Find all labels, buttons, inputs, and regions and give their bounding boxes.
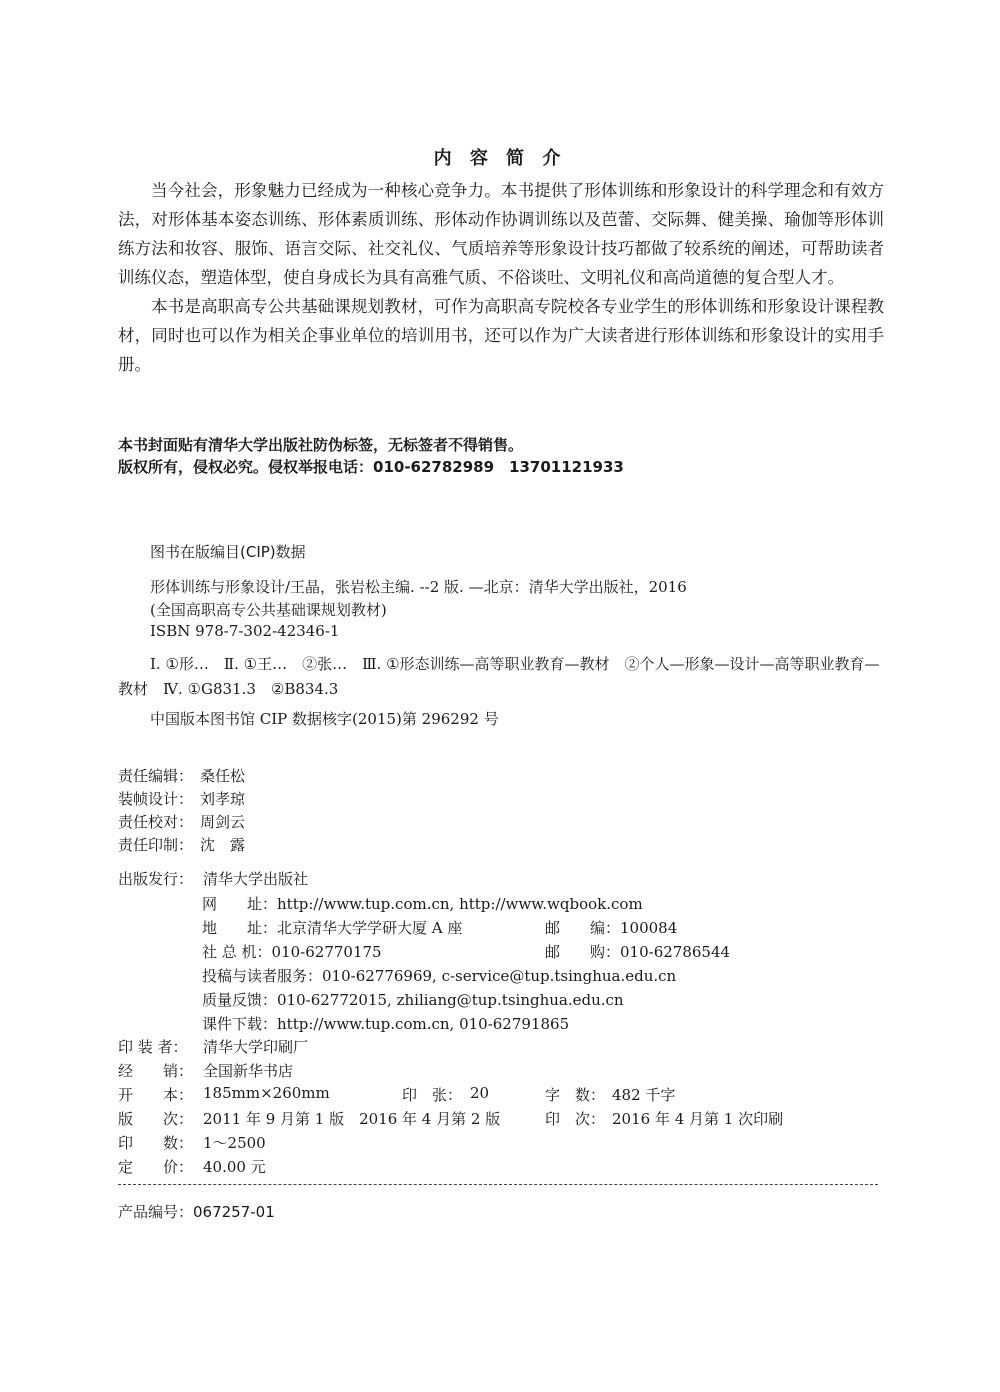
price-label: 定 价：	[118, 1158, 194, 1176]
staff-label: 责任编辑：	[118, 767, 194, 785]
publisher-reader-service: 投稿与读者服务：010-62776969, c-service@tup.tsinghua.edu.cn	[202, 967, 677, 985]
edition-label: 版 次：	[118, 1110, 194, 1128]
cip-heading: 图书在版编目(CIP)数据	[150, 543, 306, 561]
staff-label: 责任校对：	[118, 813, 194, 831]
publisher-website: 网 址：http://www.tup.com.cn, http://www.wqbook.com	[202, 895, 643, 913]
distributor-value: 全国新华书店	[203, 1062, 294, 1080]
staff-label: 责任印制：	[118, 836, 194, 854]
publisher-quality-feedback: 质量反馈：010-62772015, zhiliang@tup.tsinghua.edu.cn	[202, 991, 624, 1009]
summary-paragraph: 当今社会，形象魅力已经成为一种核心竞争力。本书提供了形体训练和形象设计的科学理念和有效方法，对形体基本姿态训练、形体素质训练、形体动作协调训练以及芭蕾、交际舞、健美操、瑜伽等形体训练方法和妆容、服饰、语言交际、社交礼仪、气质培养等形象设计技巧都做了较系统的阐述，可帮助读者训练仪态，塑造体型，使自身成长为具有高雅气质、不俗谈吐、文明礼仪和高尚道德的复合型人才。	[118, 181, 884, 287]
sheets-value: 20	[470, 1084, 490, 1102]
publisher-label: 出版发行：	[118, 870, 194, 888]
words-value: 482 千字	[612, 1086, 676, 1104]
staff-row-printing	[118, 834, 245, 855]
edition-value: 2011 年 9 月第 1 版 2016 年 4 月第 2 版	[203, 1110, 501, 1128]
staff-label: 装帧设计：	[118, 790, 194, 808]
printer-label: 印 装 者：	[118, 1038, 188, 1056]
staff-row-editor	[118, 765, 245, 786]
copies-value: 1～2500	[203, 1134, 266, 1152]
format-label: 开 本：	[118, 1086, 194, 1104]
publisher-courseware: 课件下载：http://www.tup.com.cn, 010-62791865	[202, 1015, 570, 1033]
cip-entry: 形体训练与形象设计/王晶，张岩松主编. --2 版. —北京：清华大学出版社，2016	[150, 578, 687, 596]
publisher-mail-order: 邮 购：010-62786544	[545, 943, 731, 961]
summary-paragraph: 本书是高职高专公共基础课规划教材，可作为高职高专院校各专业学生的形体训练和形象设计课程教材，同时也可以作为相关企事业单位的培训用书，还可以作为广大读者进行形体训练和形象设计的实用手册。	[118, 297, 884, 374]
cip-series: (全国高职高专公共基础课规划教材)	[150, 601, 387, 619]
staff-row-proofreader	[118, 811, 245, 832]
distributor-label: 经 销：	[118, 1062, 194, 1080]
staff-value: 刘孝琼	[200, 790, 246, 808]
publisher-postcode: 邮 编：100084	[545, 919, 678, 937]
summary-title: 内 容 简 介	[433, 148, 567, 169]
anti-counterfeit-notice: 本书封面贴有清华大学出版社防伪标签，无标签者不得销售。	[118, 436, 524, 454]
impression-value: 2016 年 4 月第 1 次印刷	[612, 1110, 784, 1128]
cip-classification: Ⅰ. ①形… Ⅱ. ①王… ②张… Ⅲ. ①形态训练—高等职业教育—教材 ②个人—形象—设计—高等职业教育—教材 Ⅳ. ①G831.3 ②B834.3	[118, 655, 880, 698]
staff-row-designer	[118, 788, 245, 809]
cip-isbn: ISBN 978-7-302-42346-1	[150, 622, 340, 640]
printer-value: 清华大学印刷厂	[203, 1038, 309, 1056]
publisher-name: 清华大学出版社	[203, 870, 309, 888]
publisher-row	[118, 868, 308, 889]
publisher-switchboard: 社 总 机：010-62770175	[202, 943, 382, 961]
staff-value: 桑任松	[200, 767, 246, 785]
copies-label: 印 数：	[118, 1134, 194, 1152]
impression-label: 印 次：	[545, 1110, 606, 1128]
staff-value: 沈 露	[200, 836, 246, 854]
sheets-label: 印 张：	[402, 1086, 463, 1104]
divider-line	[118, 1184, 878, 1185]
publisher-address: 地 址：北京清华大学学研大厦 A 座	[202, 919, 463, 937]
cip-number: 中国版本图书馆 CIP 数据核字(2015)第 296292 号	[150, 710, 499, 728]
words-label: 字 数：	[545, 1086, 606, 1104]
staff-value: 周剑云	[200, 813, 246, 831]
format-value: 185mm×260mm	[203, 1084, 330, 1102]
price-value: 40.00 元	[203, 1158, 266, 1176]
copyright-notice: 版权所有，侵权必究。侵权举报电话：010-62782989 13701121933	[118, 458, 624, 476]
product-code: 产品编号：067257-01	[118, 1203, 275, 1221]
